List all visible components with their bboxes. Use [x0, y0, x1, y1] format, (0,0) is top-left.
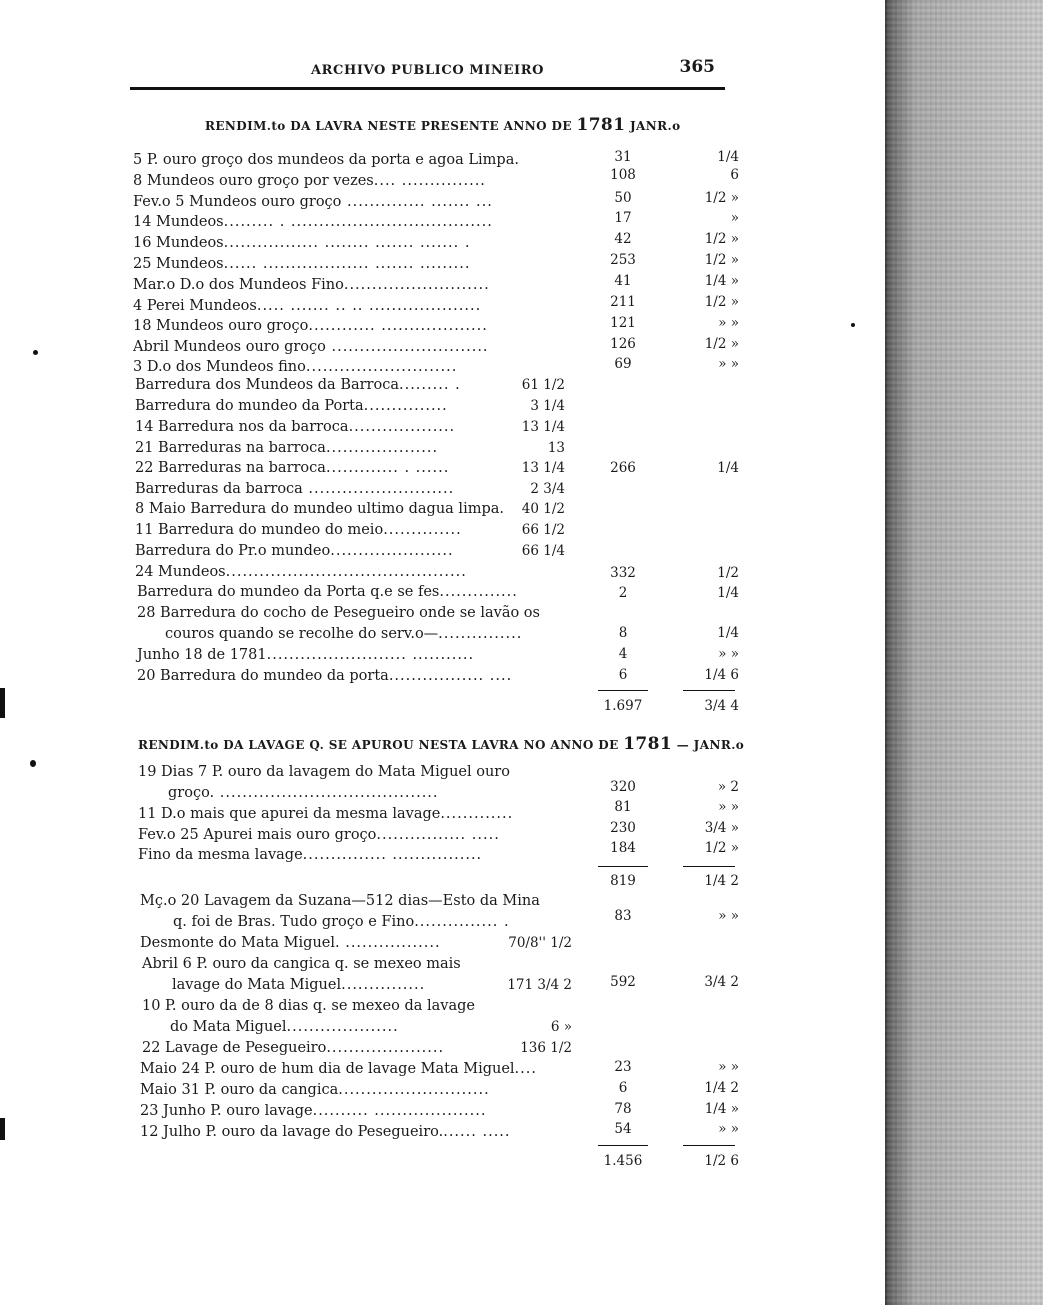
entry-description: 8 Mundeos ouro groço por vezes	[133, 173, 374, 189]
ink-speck	[851, 323, 855, 327]
section2-subtotal-col1: 819	[610, 873, 636, 889]
leader-dots: ............... ................	[302, 847, 483, 863]
leader-dots: ..........................	[343, 277, 490, 293]
entry-fraction-value: » »	[718, 356, 739, 372]
entry-partial-amount: 136 1/2	[520, 1040, 572, 1056]
leader-dots: .	[499, 501, 505, 517]
entry-description: 5 P. ouro groço dos mundeos da porta e agoa Limpa.	[133, 152, 519, 168]
entry-fraction-value: » »	[718, 908, 739, 924]
entry-description: Fino da mesma lavage	[138, 847, 303, 863]
header-rule	[130, 87, 725, 90]
entry-partial-amount: 13	[547, 440, 565, 456]
leader-dots: .... ...............	[373, 173, 486, 189]
entry-description: 21 Barreduras na barroca	[135, 440, 326, 456]
entry-line	[137, 666, 512, 686]
entry-line	[133, 254, 470, 274]
entry-description: Barredura do Pr.o mundeo	[135, 543, 331, 559]
entry-line	[133, 212, 493, 232]
entry-line	[140, 1080, 490, 1100]
entry-line	[138, 762, 510, 782]
entry-partial-amount: 2 3/4	[530, 481, 565, 497]
entry-fraction-value: 6	[730, 167, 739, 183]
leader-dots: ...............	[341, 977, 426, 993]
leader-dots: ......... . ....................................	[223, 214, 493, 230]
ink-speck	[30, 760, 36, 767]
entry-line	[135, 458, 449, 478]
entry-total-value: 17	[614, 210, 632, 226]
entry-total-value: 253	[610, 252, 636, 268]
leader-dots: .......... ....................	[312, 1103, 487, 1119]
entry-line	[140, 1122, 511, 1142]
entry-total-value: 126	[610, 336, 636, 352]
leader-dots: ...............	[363, 398, 448, 414]
entry-fraction-value: 1/2 »	[704, 231, 739, 247]
entry-total-value: 42	[614, 231, 632, 247]
entry-description: Fev.o 5 Mundeos ouro groço	[133, 194, 342, 210]
leader-dots: ..........................	[302, 481, 455, 497]
entry-partial-amount: 3 1/4	[530, 398, 565, 414]
entry-description: Mar.o D.o dos Mundeos Fino	[133, 277, 344, 293]
entry-partial-amount: 40 1/2	[521, 501, 565, 517]
entry-total-value: 6	[618, 667, 628, 683]
entry-fraction-value: 1/2 »	[704, 336, 739, 352]
entry-total-value: 121	[610, 315, 636, 331]
entry-fraction-value: 1/4 2	[704, 1080, 739, 1096]
entry-total-value: 2	[618, 585, 628, 601]
sum-rule	[683, 1145, 735, 1146]
section2-heading	[138, 734, 744, 754]
entry-description: Barreduras da barroca	[135, 481, 303, 497]
running-title: ARCHIVO PUBLICO MINEIRO	[310, 63, 545, 78]
entry-fraction-value: 1/4 »	[704, 273, 739, 289]
entry-line	[140, 1101, 486, 1121]
leader-dots: ...... .....	[443, 1124, 511, 1140]
entry-description: 16 Mundeos	[133, 235, 224, 251]
entry-description: Abril Mundeos ouro groço	[133, 339, 326, 355]
entry-line	[135, 562, 467, 582]
entry-total-value: 31	[614, 149, 632, 165]
entry-description: Barredura do mundeo da Porta	[135, 398, 364, 414]
entry-fraction-value: 1/4	[717, 149, 739, 165]
leader-dots: ............ ...................	[308, 318, 488, 334]
entry-description: Mç.o 20 Lavagem da Suzana—512 dias—Esto da Mina	[140, 893, 540, 909]
entry-line	[135, 375, 461, 395]
section2-heading-tail: — JANR.o	[676, 738, 745, 752]
entry-fraction-value: 1/4 6	[704, 667, 739, 683]
entry-line	[135, 396, 448, 416]
sum-rule	[598, 866, 648, 867]
leader-dots: ....................	[325, 440, 439, 456]
entry-total-value: 230	[610, 820, 636, 836]
entry-partial-amount: 13 1/4	[521, 460, 565, 476]
entry-description: 18 Mundeos ouro groço	[133, 318, 309, 334]
leader-dots: ...........................	[338, 1082, 490, 1098]
entry-partial-amount: 66 1/2	[521, 522, 565, 538]
entry-total-value: 78	[614, 1101, 632, 1117]
entry-total-value: 592	[610, 974, 636, 990]
entry-line	[142, 954, 461, 974]
entry-fraction-value: 1/4	[717, 625, 739, 641]
entry-total-value: 332	[610, 565, 636, 581]
entry-description: Fev.o 25 Apurei mais ouro groço	[138, 827, 377, 843]
sum-rule	[598, 1145, 648, 1146]
entry-total-value: 108	[610, 167, 636, 183]
entry-line	[135, 520, 462, 540]
entry-line	[140, 1059, 537, 1079]
entry-description: 25 Mundeos	[133, 256, 224, 272]
entry-description: Barredura dos Mundeos da Barroca	[135, 377, 399, 393]
leader-dots: .............. ....... ...	[341, 194, 493, 210]
entry-description: Barredura do mundeo da Porta q.e se fes	[137, 584, 440, 600]
entry-line	[140, 933, 441, 953]
entry-line	[135, 417, 455, 437]
leader-dots: ......................... ...........	[266, 647, 475, 663]
section2-heading-text: RENDIM.to DA LAVAGE Q. SE APUROU NESTA LAVRA NO ANNO DE	[138, 738, 619, 752]
entry-partial-amount: 61 1/2	[521, 377, 565, 393]
entry-partial-amount: 171 3/4 2	[507, 977, 572, 993]
entry-description: Abril 6 P. ouro da cangica q. se mexeo mais	[142, 956, 461, 972]
entry-line	[137, 603, 540, 623]
entry-partial-amount: 6 »	[550, 1019, 572, 1035]
entry-total-value: 8	[618, 625, 628, 641]
entry-fraction-value: 3/4 »	[704, 820, 739, 836]
entry-line	[133, 233, 470, 253]
entry-fraction-value: » »	[718, 1059, 739, 1075]
leader-dots: ...........................................	[225, 564, 467, 580]
page-number: 365	[679, 57, 715, 77]
entry-description: 19 Dias 7 P. ouro da lavagem do Mata Miguel ouro	[138, 764, 510, 780]
entry-description: 23 Junho P. ouro lavage	[140, 1103, 313, 1119]
section2-heading-year: 1781	[623, 734, 673, 754]
section2-total-col1: 1.456	[603, 1153, 643, 1169]
entry-fraction-value: » »	[718, 315, 739, 331]
entry-fraction-value: 1/4 »	[704, 1101, 739, 1117]
entry-description: 8 Maio Barredura do mundeo ultimo dagua limpa	[135, 501, 500, 517]
leader-dots: ......................	[330, 543, 454, 559]
leader-dots: ............. . ......	[325, 460, 450, 476]
entry-partial-amount: 13 1/4	[521, 419, 565, 435]
leader-dots: ...... ................... ....... .........	[223, 256, 471, 272]
entry-line	[133, 171, 486, 191]
leader-dots: ................. ....	[388, 668, 513, 684]
entry-description: Junho 18 de 1781	[137, 647, 267, 663]
leader-dots: .....................	[326, 1040, 445, 1056]
entry-line	[137, 645, 474, 665]
entry-description: 28 Barredura do cocho de Pesegueiro onde se lavão os	[137, 605, 540, 621]
entry-description: 14 Barredura nos da barroca	[135, 419, 349, 435]
leader-dots: ..............	[383, 522, 462, 538]
entry-line	[172, 975, 425, 995]
leader-dots: .................	[339, 935, 441, 951]
entry-line	[140, 891, 540, 911]
entry-fraction-value: 1/2 »	[704, 252, 739, 268]
entry-line	[168, 783, 439, 803]
entry-line	[133, 296, 481, 316]
entry-description: 24 Mundeos	[135, 564, 226, 580]
entry-description: couros quando se recolhe do serv.o—	[165, 626, 439, 642]
entry-line	[133, 357, 457, 377]
leader-dots: ............................	[325, 339, 489, 355]
entry-line	[170, 1017, 399, 1037]
entry-description: Desmonte do Mata Miguel.	[140, 935, 340, 951]
entry-description: 3 D.o dos Mundeos fino	[133, 359, 306, 375]
entry-description: 20 Barredura do mundeo da porta	[137, 668, 389, 684]
entry-total-value: 266	[610, 460, 636, 476]
entry-description: 22 Lavage de Pesegueiro	[142, 1040, 327, 1056]
entry-fraction-value: 3/4 2	[704, 974, 739, 990]
entry-total-value: 23	[614, 1059, 632, 1075]
entry-fraction-value: » 2	[717, 779, 739, 795]
entry-total-value: 54	[614, 1121, 632, 1137]
entry-fraction-value: »	[730, 210, 739, 226]
entry-total-value: 6	[618, 1080, 628, 1096]
entry-total-value: 83	[614, 908, 632, 924]
entry-line	[133, 192, 493, 212]
entry-description: lavage do Mata Miguel	[172, 977, 342, 993]
section1-heading	[205, 115, 680, 135]
section1-total-col1: 1.697	[603, 698, 643, 714]
entry-description: 12 Julho P. ouro da lavage do Pesegueiro.	[140, 1124, 444, 1140]
entry-line	[138, 825, 500, 845]
entry-total-value: 69	[614, 356, 632, 372]
entry-fraction-value: 1/2	[717, 565, 739, 581]
entry-fraction-value: 1/2 »	[704, 294, 739, 310]
entry-description: 11 D.o mais que apurei da mesma lavage	[138, 806, 441, 822]
leader-dots: .............	[440, 806, 514, 822]
entry-line	[138, 845, 482, 865]
leader-dots: ...........................	[305, 359, 458, 375]
section2-total-col2: 1/2 6	[704, 1153, 739, 1169]
entry-total-value: 320	[610, 779, 636, 795]
entry-description: q. foi de Bras. Tudo groço e Fino	[173, 914, 415, 930]
entry-line	[135, 541, 454, 561]
entry-line	[133, 316, 488, 336]
leader-dots: ......... .	[398, 377, 461, 393]
entry-fraction-value: 1/4	[717, 460, 739, 476]
entry-description: do Mata Miguel	[170, 1019, 287, 1035]
entry-fraction-value: » »	[718, 799, 739, 815]
entry-description: 14 Mundeos	[133, 214, 224, 230]
entry-line	[142, 996, 475, 1016]
entry-description: Maio 24 P. ouro de hum dia de lavage Mata Miguel	[140, 1061, 515, 1077]
section1-heading-text: RENDIM.to DA LAVRA NESTE PRESENTE ANNO DE	[205, 119, 572, 133]
entry-line	[135, 479, 454, 499]
entry-description: 11 Barredura do mundeo do meio	[135, 522, 384, 538]
entry-line	[173, 912, 510, 932]
leader-dots: ................. ........ ....... ....... .	[223, 235, 471, 251]
entry-line	[133, 150, 519, 170]
entry-line	[138, 804, 513, 824]
leader-dots: ....................	[286, 1019, 399, 1035]
entry-total-value: 50	[614, 190, 632, 206]
entry-description: 10 P. ouro da de 8 dias q. se mexeo da lavage	[142, 998, 475, 1014]
entry-description: Maio 31 P. ouro da cangica	[140, 1082, 339, 1098]
section1-heading-year: 1781	[576, 115, 626, 135]
entry-line	[142, 1038, 444, 1058]
entry-line	[165, 624, 522, 644]
entry-description: groço.	[168, 785, 215, 801]
section1-heading-tail: JANR.o	[629, 119, 681, 133]
leader-dots: .......................................	[214, 785, 439, 801]
leader-dots: ....	[514, 1061, 537, 1077]
leader-dots: ............... .	[414, 914, 510, 930]
entry-partial-amount: 70/8'' 1/2	[508, 935, 572, 951]
entry-total-value: 211	[610, 294, 636, 310]
leader-dots: ................ .....	[376, 827, 500, 843]
scan-edge-shadow	[885, 0, 1043, 1305]
entry-line	[133, 337, 489, 357]
entry-fraction-value: 1/2 »	[704, 190, 739, 206]
section2-subtotal-col2: 1/4 2	[704, 873, 739, 889]
leader-dots: ...............	[438, 626, 523, 642]
entry-total-value: 41	[614, 273, 632, 289]
scan-margin-mark	[0, 688, 5, 718]
entry-line	[135, 499, 505, 519]
entry-fraction-value: » »	[718, 646, 739, 662]
entry-description: 22 Barreduras na barroca	[135, 460, 326, 476]
entry-line	[135, 438, 438, 458]
leader-dots: ..............	[439, 584, 518, 600]
entry-total-value: 184	[610, 840, 636, 856]
leader-dots: ...................	[348, 419, 456, 435]
entry-fraction-value: 1/2 »	[704, 840, 739, 856]
page-header	[130, 57, 725, 92]
sum-rule	[683, 690, 735, 691]
entry-description: 4 Perei Mundeos	[133, 298, 257, 314]
sum-rule	[683, 866, 735, 867]
sum-rule	[598, 690, 648, 691]
entry-line	[137, 582, 518, 602]
entry-fraction-value: 1/4	[717, 585, 739, 601]
section1-total-col2: 3/4 4	[704, 698, 739, 714]
scan-margin-mark	[0, 1118, 5, 1140]
entry-fraction-value: » »	[718, 1121, 739, 1137]
leader-dots: ..... ....... .. .. ....................	[256, 298, 482, 314]
entry-total-value: 4	[618, 646, 628, 662]
entry-line	[133, 275, 490, 295]
entry-total-value: 81	[614, 799, 632, 815]
entry-partial-amount: 66 1/4	[521, 543, 565, 559]
ink-speck	[33, 350, 38, 355]
